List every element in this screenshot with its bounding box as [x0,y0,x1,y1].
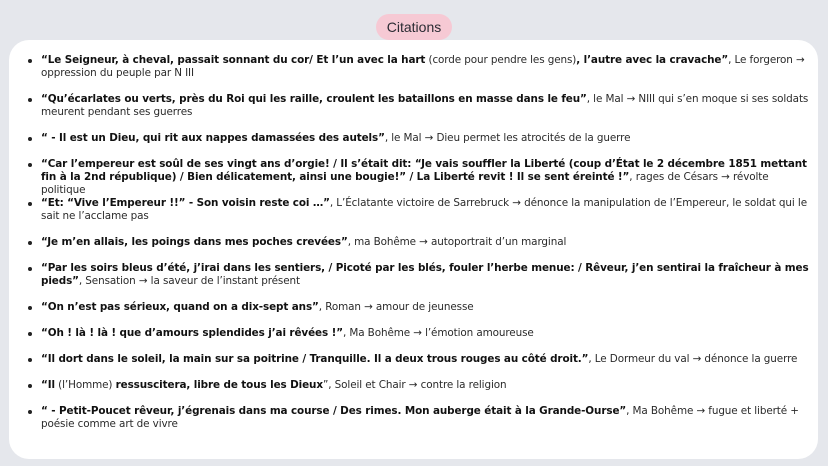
quote-text-continued: ressuscitera, libre de tous les Dieux [115,379,323,391]
list-item [41,379,812,392]
quote-text: “On n’est pas sérieux, quand on a dix-sept ans” [41,301,319,313]
quote-source: , Le Dormeur du val → dénonce la guerre [588,353,798,365]
list-item [41,54,812,80]
list-item [41,236,812,249]
quote-note: (corde pour pendre les gens) [425,54,577,66]
quote-source: , Sensation → la saveur de l’instant présent [78,275,300,287]
quote-source: , ma Bohême → autoportrait d’un marginal [347,236,567,248]
quote-source: , Ma Bohême → l’émotion amoureuse [342,327,534,339]
list-item [41,262,812,288]
list-item [41,327,812,340]
quote-text: “ - Il est un Dieu, qui rit aux nappes damassées des autels” [41,132,385,144]
quote-text: “Il [41,379,55,391]
list-item [41,197,812,223]
quote-source: , le Mal → NIII qui s’en moque si ses soldats meurent pendant ses guerres [41,93,809,118]
quote-source: , L’Éclatante victoire de Sarrebruck → dénonce la manipulation de l’Empereur, le soldat qui le sait ne l’acclame pas [41,197,807,222]
list-item [41,405,812,431]
quote-text: “Je m’en allais, les poings dans mes poches crevées” [41,236,348,248]
quote-source: , le Mal → Dieu permet les atrocités de la guerre [384,132,631,144]
quote-text: “Qu’écarlates ou verts, près du Roi qui les raille, croulent les bataillons en masse dans le feu” [41,93,587,105]
list-item [41,301,812,314]
quote-text: “Et: “Vive l’Empereur !!” - Son voisin reste coi …” [41,197,330,209]
quote-note: (l’Homme) [54,379,116,391]
quote-text: “Par les soirs bleus d’été, j’irai dans les sentiers, / Picoté par les blés, fouler l’herbe menue: / Rêveur, j’en sentirai la fraîcheur à mes pieds” [41,262,809,287]
quote-source: , Ma Bohême → fugue et liberté + poésie comme art de vivre [41,405,799,430]
list-item [41,158,812,197]
quote-source: , rages de Césars → révolte politique [41,171,769,196]
citations-card [9,40,818,459]
list-item [41,93,812,119]
page-title: Citations [376,14,452,40]
quote-text: “Oh ! là ! là ! que d’amours splendides j’ai rêvées !” [41,327,343,339]
quote-source: ”, Soleil et Chair → contre la religion [322,379,507,391]
quote-source: , Roman → amour de jeunesse [318,301,474,313]
quote-text: “Il dort dans le soleil, la main sur sa poitrine / Tranquille. Il a deux trous rouges au côté droit.” [41,353,589,365]
quote-source: , Le forgeron → oppression du peuple par N III [41,54,805,79]
list-item [41,353,812,366]
quote-text: “Le Seigneur, à cheval, passait sonnant du cor/ Et l’un avec la hart [41,54,426,66]
quote-text-continued: , l’autre avec la cravache” [576,54,729,66]
list-item [41,132,812,145]
quote-text: “ - Petit-Poucet rêveur, j’égrenais dans ma course / Des rimes. Mon auberge était à la Grande-Ourse” [41,405,627,417]
quote-text: “Car l’empereur est soûl de ses vingt ans d’orgie! / Il s’était dit: “Je vais souffler la Liberté (coup d’État le 2 décembre 1851 mettant fin à la 2nd république) / Bien délicatement, ainsi une bougie!” / La Liberté revit ! Il se sent éreinté !” [41,158,807,183]
